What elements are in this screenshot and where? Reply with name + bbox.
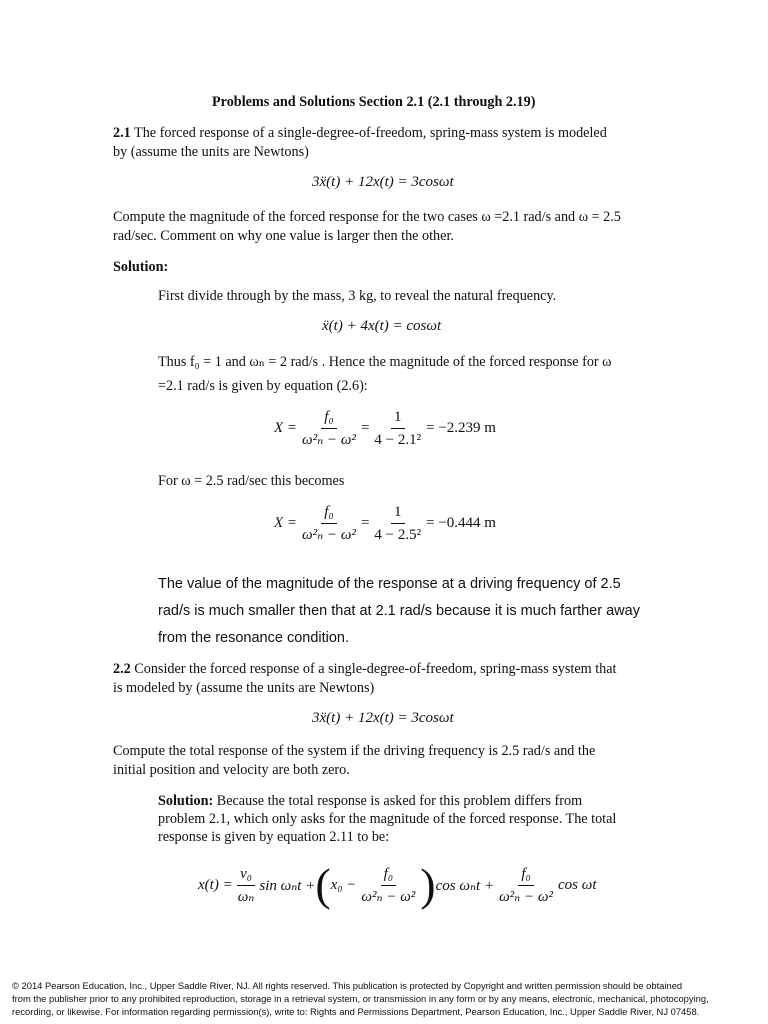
problem-2-2-task-line2: initial position and velocity are both zero.: [113, 762, 350, 778]
thus-line2: =2.1 rad/s is given by equation (2.6):: [158, 378, 368, 394]
footer-line1: © 2014 Pearson Education, Inc., Upper Saddle River, NJ. All rights reserved. This publication is protected by Copyright and written permission should be obtained: [12, 980, 683, 991]
copyright-footer: [12, 979, 709, 1018]
problem-2-1-statement-line2: by (assume the units are Newtons): [113, 144, 309, 160]
problem-2-2-statement-line2: is modeled by (assume the units are Newtons): [113, 680, 375, 696]
solution-2-2-line2: problem 2.1, which only asks for the magnitude of the forced response. The total: [158, 811, 617, 827]
problem-2-1-task-line1: Compute the magnitude of the forced response for the two cases ω =2.1 rad/s and ω = 2.5: [113, 209, 621, 225]
fraction: $\frac{\text{v₀}}{\text{ωₙ}}$: [237, 865, 255, 905]
footer-line2: from the publisher prior to any prohibited reproduction, storage in a retrieval system, or transmission in any form or by any means, electronic, mechanical, photocopying,: [12, 993, 709, 1004]
normalized-equation: ẍ(t) + 4x(t) = cosωt: [322, 318, 442, 334]
solution-2-2-line3: response is given by equation 2.11 to be:: [158, 829, 390, 845]
equation-of-motion: 3ẍ(t) + 12x(t) = 3cosωt: [312, 174, 454, 190]
problem-2-2-statement-line1: 2.2 Consider the forced response of a single-degree-of-freedom, spring-mass system that: [113, 661, 617, 677]
fraction: $\frac{1}{\text{4 − 2.5²}}$: [374, 504, 422, 543]
comment-line3: from the resonance condition.: [158, 630, 350, 646]
fraction: $\frac{\text{f₀}}{\text{ω²ₙ − ω²}}$: [499, 865, 553, 905]
solution-step1: First divide through by the mass, 3 kg, to reveal the natural frequency.: [158, 288, 557, 304]
fraction: $\frac{\text{f₀}}{\text{ω²ₙ − ω²}}$: [302, 409, 356, 448]
problem-number: 2.2: [113, 661, 131, 677]
problem-2-2-task-line1: Compute the total response of the system if the driving frequency is 2.5 rad/s and the: [113, 743, 596, 759]
for-line: For ω = 2.5 rad/sec this becomes: [158, 473, 345, 489]
magnitude-equation-2-1: X = $\frac{\text{f₀}}{\text{ω²ₙ − ω²}}$ = $\frac{1}{\text{4 − 2.1²}}$ = −2.239 m: [274, 409, 496, 448]
comment-line1: The value of the magnitude of the response at a driving frequency of 2.5: [158, 576, 621, 592]
thus-line1: Thus f₀ = 1 and ωₙ = 2 rad/s . Hence the magnitude of the forced response for ω: [158, 354, 612, 370]
total-response-equation: x(t) = $\frac{\text{v₀}}{\text{ωₙ}}$ sin ωₙt + ( x₀ − $\frac{\text{f₀}}{\text{ω²ₙ − ω²}}$ ) cos ωₙt + $\frac{\text{f₀}}{\text{ω²ₙ − ω²}}$ cos ωt: [198, 859, 597, 910]
magnitude-equation-2-5: X = $\frac{\text{f₀}}{\text{ω²ₙ − ω²}}$ = $\frac{1}{\text{4 − 2.5²}}$ = −0.444 m: [274, 504, 496, 543]
problem-2-1-statement-line1: 2.1 The forced response of a single-degree-of-freedom, spring-mass system is modeled: [113, 125, 607, 141]
solution-label: Solution:: [158, 793, 214, 809]
footer-line3: recording, or likewise. For information regarding permission(s), write to: Rights and Permissions Department, Pearson Education, Inc., Upper Saddle River, NJ 07458.: [12, 1006, 700, 1017]
fraction: $\frac{1}{\text{4 − 2.1²}}$: [374, 409, 422, 448]
fraction: $\frac{\text{f₀}}{\text{ω²ₙ − ω²}}$: [361, 865, 416, 905]
problem-number: 2.1: [113, 125, 131, 141]
solution-label: Solution:: [113, 259, 169, 275]
problem-2-1-task-line2: rad/sec. Comment on why one value is larger then the other.: [113, 228, 454, 244]
right-paren: ): [420, 859, 436, 910]
comment-line2: rad/s is much smaller then that at 2.1 rad/s because it is much farther away: [158, 603, 640, 619]
left-paren: (: [315, 859, 331, 910]
solution-2-2-line1: Solution: Because the total response is asked for this problem differs from: [158, 793, 583, 809]
equation-of-motion-2-2: 3ẍ(t) + 12x(t) = 3cosωt: [312, 710, 454, 726]
fraction: $\frac{\text{f₀}}{\text{ω²ₙ − ω²}}$: [302, 504, 356, 543]
section-title: Problems and Solutions Section 2.1 (2.1 through 2.19): [212, 94, 536, 110]
